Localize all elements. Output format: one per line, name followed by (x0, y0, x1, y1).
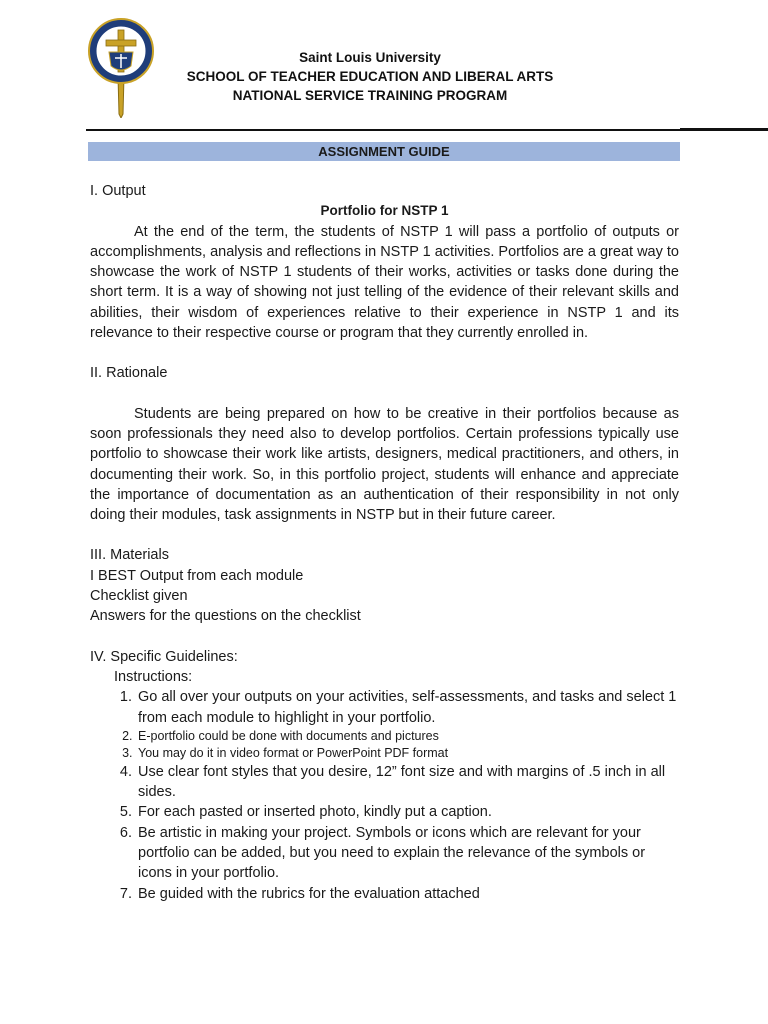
document-header (170, 48, 570, 105)
list-item: 1. Go all over your outputs on your activities, self-assessments, and tasks and select 1 from each module to highlight in your portfolio. (136, 687, 679, 728)
document-body (90, 181, 679, 904)
list-item: 2. E-portfolio could be done with documents and pictures (136, 728, 679, 745)
output-paragraph: At the end of the term, the students of NSTP 1 will pass a portfolio of outputs or accomplishments, analysis and reflections in NSTP 1 activities. Portfolios are a great way to showcase the work of NSTP 1 students of their works, activities or tasks done during the short term. It is a way of showing not just telling of the evidence of their relevant skills and abilities, their wisdom of experiences relative to their experience in NSTP 1 and its relevance to their respective course or program that they currently enrolled in. (90, 223, 679, 342)
instructions-list (90, 687, 679, 904)
program-name: NATIONAL SERVICE TRAINING PROGRAM (232, 88, 508, 103)
school-name: SCHOOL OF TEACHER EDUCATION AND LIBERAL ARTS (186, 69, 554, 84)
list-item: 3. You may do it in video format or PowerPoint PDF format (136, 745, 679, 762)
header-divider (86, 129, 768, 131)
materials-item: Checklist given (90, 588, 188, 605)
assignment-guide-band: ASSIGNMENT GUIDE (88, 142, 680, 161)
materials-heading: III. Materials (90, 547, 169, 564)
instructions-label: Instructions: (114, 668, 193, 685)
materials-item: I BEST Output from each module (90, 567, 304, 584)
output-title: Portfolio for NSTP 1 (320, 203, 449, 219)
university-name: Saint Louis University (299, 50, 441, 65)
output-heading: I. Output (90, 183, 146, 199)
list-item: 4. Use clear font styles that you desire, 12” font size and with margins of .5 inch in all sides. (136, 762, 679, 803)
list-item: 6. Be artistic in making your project. Symbols or icons which are relevant for your portfolio can be added, but you need to explain the relevance of the symbols or icons in your portfolio. (136, 823, 679, 884)
list-item: 7. Be guided with the rubrics for the evaluation attached (136, 884, 679, 904)
rationale-heading: II. Rationale (90, 365, 168, 382)
list-item: 5. For each pasted or inserted photo, kindly put a caption. (136, 802, 679, 822)
header-divider-thick (680, 128, 768, 131)
rationale-paragraph: Students are being prepared on how to be creative in their portfolios because as soon professionals they need also to develop portfolios. Certain professions typically use portfolio to showcase their work like artists, designers, medical practitioners, and others, in documenting their work. So, in this portfolio project, students will enhance and appreciate the importance of documentation as an authentication of their responsibility in not only doing their modules, task assignments in NSTP but in their future career. (90, 405, 679, 524)
materials-item: Answers for the questions on the checklist (90, 608, 361, 625)
university-seal-logo (86, 16, 156, 118)
guidelines-heading: IV. Specific Guidelines: (90, 648, 238, 665)
